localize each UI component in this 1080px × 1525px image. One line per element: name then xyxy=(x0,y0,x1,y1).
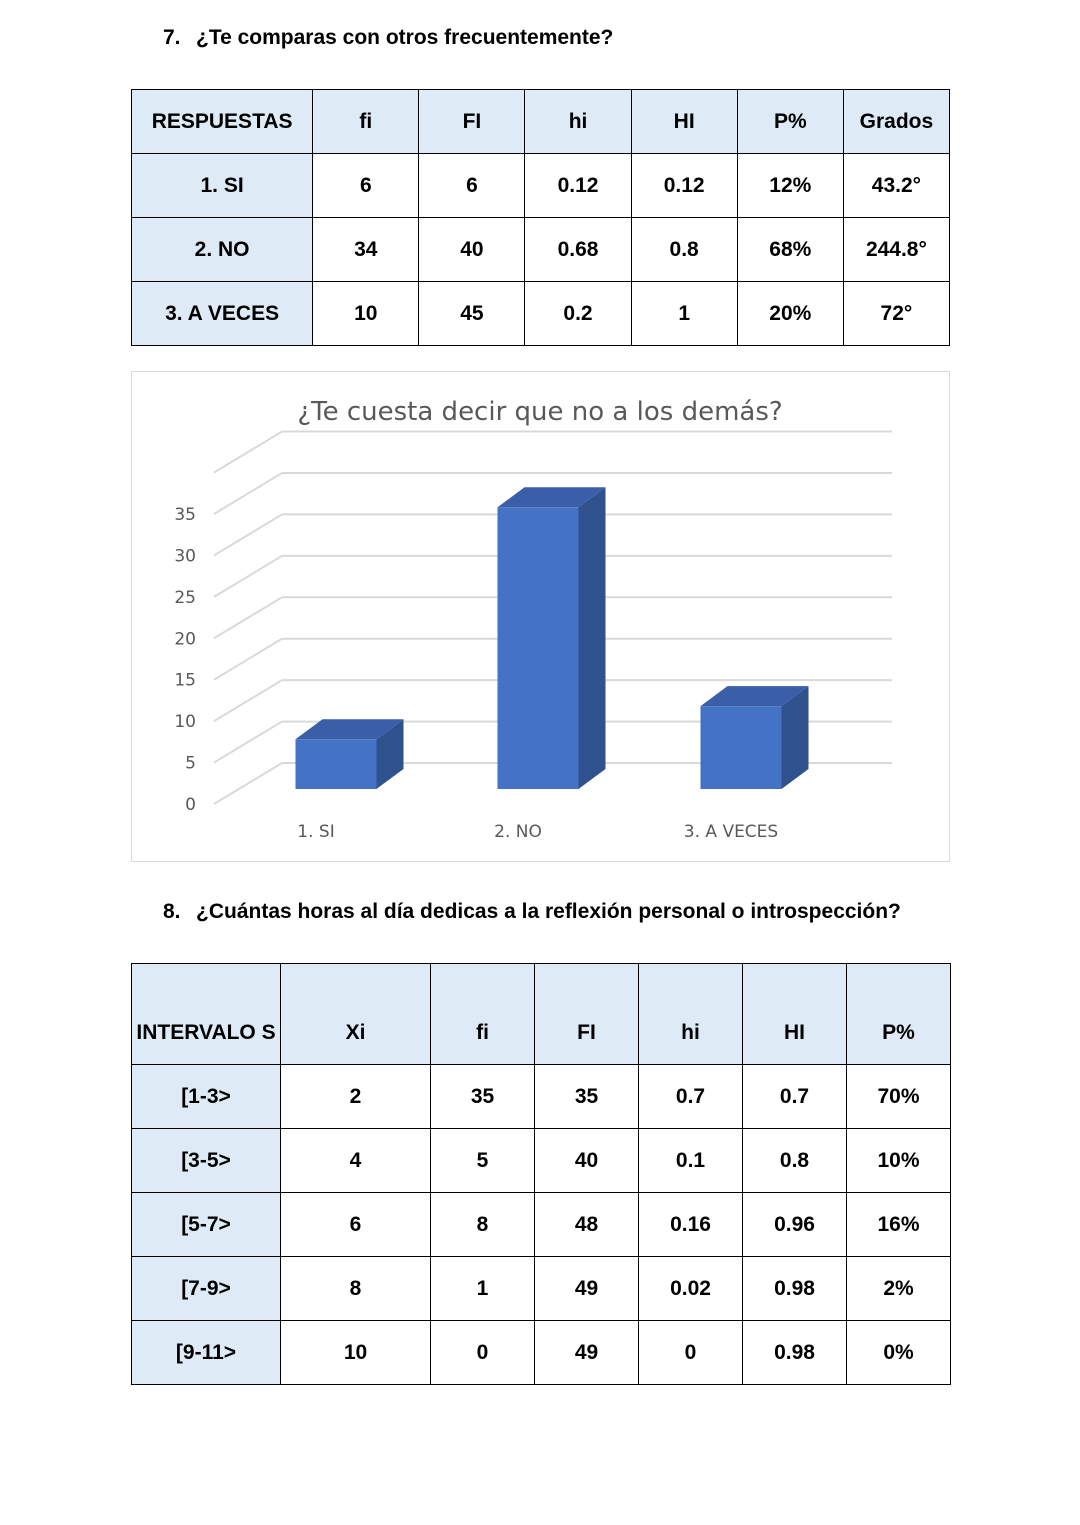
frequency-table-q7 xyxy=(131,89,950,346)
question-8-text: ¿Cuántas horas al día dedicas a la reflexión personal o introspección? xyxy=(196,900,901,923)
header-cell: P% xyxy=(847,964,951,1065)
y-tick-label: 20 xyxy=(174,629,196,650)
table-header-row xyxy=(132,90,950,154)
table-row xyxy=(132,154,950,218)
table-cell: 0.12 xyxy=(631,154,737,218)
header-cell: Xi xyxy=(281,964,431,1065)
table-cell: 6 xyxy=(313,154,419,218)
table-cell: 48 xyxy=(535,1193,639,1257)
table-cell: 45 xyxy=(419,282,525,346)
y-tick-label: 35 xyxy=(174,504,196,525)
frequency-table-q8 xyxy=(131,963,951,1385)
table-cell: 49 xyxy=(535,1321,639,1385)
header-cell: HI xyxy=(631,90,737,154)
x-category-label: 1. SI xyxy=(297,822,335,842)
row-label: [1-3> xyxy=(132,1065,281,1129)
gridline-side xyxy=(214,514,282,555)
row-label: 2. NO xyxy=(132,218,313,282)
header-cell: HI xyxy=(743,964,847,1065)
y-tick-label: 30 xyxy=(174,546,196,567)
header-cell: hi xyxy=(525,90,631,154)
y-tick-label: 10 xyxy=(174,712,196,733)
y-tick-label: 25 xyxy=(174,587,196,608)
table-cell: 0.16 xyxy=(639,1193,743,1257)
table-row xyxy=(132,1321,951,1385)
gridline-side xyxy=(214,556,282,597)
table-cell: 2% xyxy=(847,1257,951,1321)
row-label: [3-5> xyxy=(132,1129,281,1193)
y-axis-ticks xyxy=(174,505,196,815)
gridline-side xyxy=(214,597,282,638)
question-8-title xyxy=(163,900,901,924)
question-8-number: 8. xyxy=(163,900,181,923)
table-cell: 68% xyxy=(737,218,843,282)
table-cell: 10 xyxy=(281,1321,431,1385)
table-cell: 0 xyxy=(639,1321,743,1385)
table-cell: 35 xyxy=(431,1065,535,1129)
row-label: [7-9> xyxy=(132,1257,281,1321)
table-cell: 0.8 xyxy=(631,218,737,282)
table-header-row xyxy=(132,964,951,1065)
table-cell: 0.68 xyxy=(525,218,631,282)
table-row xyxy=(132,1129,951,1193)
table-cell: 0.98 xyxy=(743,1257,847,1321)
x-category-label: 3. A VECES xyxy=(683,822,779,842)
gridline-side xyxy=(214,473,282,514)
table-cell: 16% xyxy=(847,1193,951,1257)
gridline-side xyxy=(214,432,282,473)
header-cell: hi xyxy=(639,964,743,1065)
table-cell: 0% xyxy=(847,1321,951,1385)
chart-title: ¿Te cuesta decir que no a los demás? xyxy=(297,397,783,427)
table-cell: 10 xyxy=(313,282,419,346)
header-cell: fi xyxy=(431,964,535,1065)
table-cell: 40 xyxy=(535,1129,639,1193)
table-cell: 34 xyxy=(313,218,419,282)
table-cell: 20% xyxy=(737,282,843,346)
table-cell: 0 xyxy=(431,1321,535,1385)
x-axis-categories xyxy=(297,822,778,842)
table-row xyxy=(132,1065,951,1129)
table-row xyxy=(132,218,950,282)
row-label: 1. SI xyxy=(132,154,313,218)
question-7-number: 7. xyxy=(163,26,181,49)
table-cell: 0.98 xyxy=(743,1321,847,1385)
table-cell: 0.12 xyxy=(525,154,631,218)
table-cell: 6 xyxy=(281,1193,431,1257)
table-cell: 35 xyxy=(535,1065,639,1129)
table-cell: 0.8 xyxy=(743,1129,847,1193)
table-cell: 49 xyxy=(535,1257,639,1321)
table-cell: 0.96 xyxy=(743,1193,847,1257)
bar-2 xyxy=(498,507,579,789)
table-cell: 43.2° xyxy=(843,154,949,218)
table-cell: 0.1 xyxy=(639,1129,743,1193)
gridline-side xyxy=(214,722,282,763)
y-tick-label: 5 xyxy=(185,753,196,774)
bar-1 xyxy=(296,739,377,789)
table-cell: 4 xyxy=(281,1129,431,1193)
header-cell: INTERVALO S xyxy=(132,964,281,1065)
table-cell: 0.7 xyxy=(743,1065,847,1129)
table-cell: 1 xyxy=(431,1257,535,1321)
table-cell: 1 xyxy=(631,282,737,346)
header-cell: fi xyxy=(313,90,419,154)
table-cell: 244.8° xyxy=(843,218,949,282)
header-cell: FI xyxy=(535,964,639,1065)
bar-3 xyxy=(701,706,782,789)
table-row xyxy=(132,1257,951,1321)
header-cell: FI xyxy=(419,90,525,154)
x-category-label: 2. NO xyxy=(494,822,542,842)
table-cell: 0.02 xyxy=(639,1257,743,1321)
table-cell: 70% xyxy=(847,1065,951,1129)
table-cell: 5 xyxy=(431,1129,535,1193)
gridline-side xyxy=(214,680,282,721)
gridline-side xyxy=(214,639,282,680)
header-cell: RESPUESTAS xyxy=(132,90,313,154)
table-cell: 0.7 xyxy=(639,1065,743,1129)
header-cell: Grados xyxy=(843,90,949,154)
table-cell: 40 xyxy=(419,218,525,282)
table-cell: 0.2 xyxy=(525,282,631,346)
table-cell: 12% xyxy=(737,154,843,218)
table-cell: 72° xyxy=(843,282,949,346)
row-label: [5-7> xyxy=(132,1193,281,1257)
table-cell: 8 xyxy=(431,1193,535,1257)
row-label: [9-11> xyxy=(132,1321,281,1385)
table-row xyxy=(132,282,950,346)
table-row xyxy=(132,1193,951,1257)
y-tick-label: 0 xyxy=(185,795,196,815)
question-7-title xyxy=(163,26,613,50)
table-cell: 6 xyxy=(419,154,525,218)
y-tick-label: 15 xyxy=(174,670,196,691)
table-cell: 10% xyxy=(847,1129,951,1193)
bar-chart-container xyxy=(131,371,950,862)
gridline-side xyxy=(214,763,282,804)
table-cell: 8 xyxy=(281,1257,431,1321)
bar-side xyxy=(579,487,606,789)
question-7-text: ¿Te comparas con otros frecuentemente? xyxy=(196,26,614,49)
bar-chart xyxy=(132,372,949,861)
row-label: 3. A VECES xyxy=(132,282,313,346)
table-cell: 2 xyxy=(281,1065,431,1129)
header-cell: P% xyxy=(737,90,843,154)
